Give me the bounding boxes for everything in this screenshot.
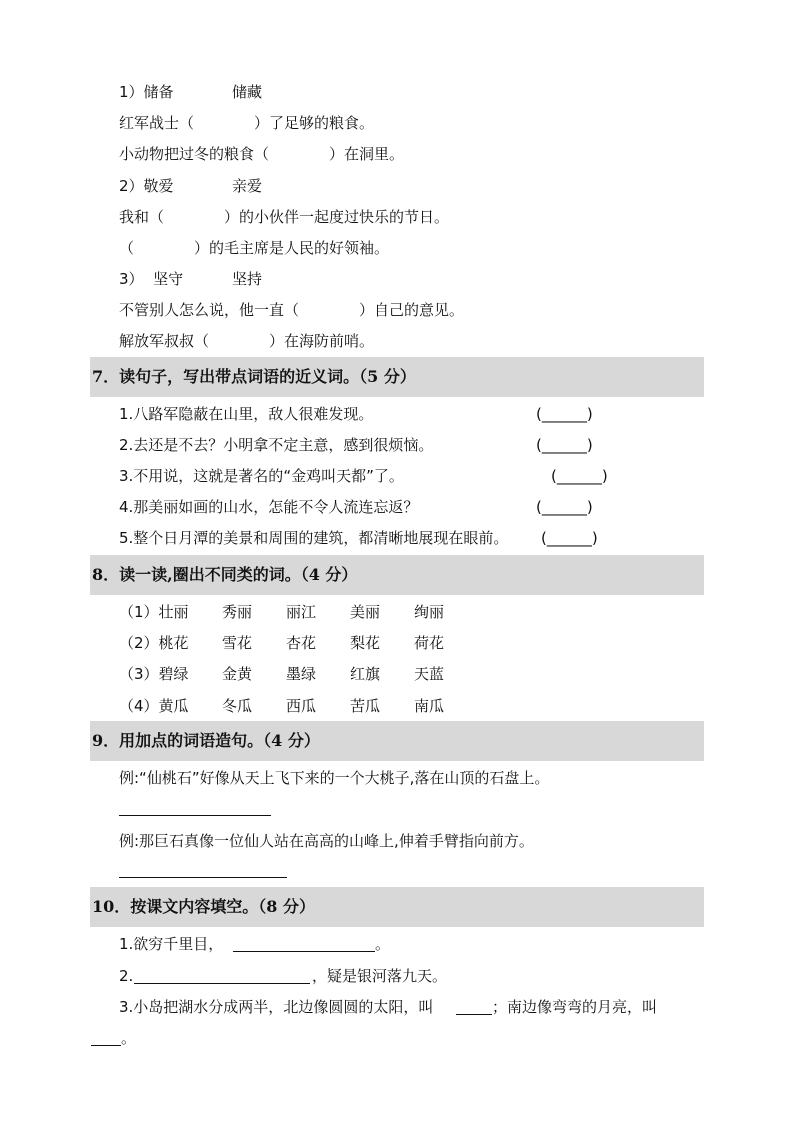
q8-row1-word4[interactable]: 美丽 (350, 603, 381, 621)
q7-answer-5[interactable]: (______) (541, 529, 598, 547)
q8-row2-word5[interactable]: 荷花 (414, 634, 445, 652)
q10-blank-1[interactable] (233, 951, 375, 952)
q10-blank-4[interactable] (91, 1045, 121, 1046)
group3-sentence-1: 不管别人怎么说，他一直（ ）自己的意见。 (119, 301, 465, 319)
q9-answer-line-1[interactable] (119, 815, 271, 816)
q8-row2-word1[interactable]: （2）桃花 (119, 634, 189, 652)
q7-item-2: 2.去还是不去？小明拿不定主意，感到很烦恼。 (119, 436, 434, 454)
group3-sentence-2: 解放军叔叔（ ）在海防前哨。 (119, 332, 375, 350)
q9-example-1: 例:“仙桃石”好像从天上飞下来的一个大桃子,落在山顶的石盘上。 (119, 769, 550, 787)
group1-option-a: 1）储备 (119, 83, 174, 101)
q9-example-2: 例:那巨石真像一位仙人站在高高的山峰上,伸着手臂指向前方。 (119, 832, 534, 850)
group1-sentence-1: 红军战士（ ）了足够的粮食。 (119, 114, 375, 132)
q10-line2-start: 2. (119, 967, 134, 985)
q10-title: 10．按课文内容填空。（8 分） (92, 897, 315, 916)
group3-option-a: 3） 坚守 (119, 270, 184, 288)
q8-row4-word4[interactable]: 苦瓜 (350, 697, 381, 715)
q8-row3-word1[interactable]: （3）碧绿 (119, 665, 189, 683)
group2-option-b: 亲爱 (232, 177, 263, 195)
q10-blank-3[interactable] (456, 1014, 492, 1015)
q10-line2-end: ，疑是银河落九天。 (312, 967, 448, 985)
q7-answer-4[interactable]: (______) (536, 498, 593, 516)
q7-answer-2[interactable]: (______) (536, 436, 593, 454)
q10-line1-end: 。 (375, 935, 391, 953)
q8-row2-word3[interactable]: 杏花 (286, 634, 317, 652)
q10-line3-mid: ；南边像弯弯的月亮，叫 (492, 998, 658, 1016)
q8-row4-word2[interactable]: 冬瓜 (222, 697, 253, 715)
q10-blank-2[interactable] (134, 983, 310, 984)
q8-row3-word3[interactable]: 墨绿 (286, 665, 317, 683)
q8-row3-word2[interactable]: 金黄 (222, 665, 253, 683)
q8-row4-word5[interactable]: 南瓜 (414, 697, 445, 715)
q7-item-4: 4.那美丽如画的山水，怎能不令人流连忘返？ (119, 498, 419, 516)
group1-option-b: 储藏 (232, 83, 263, 101)
q8-row3-word5[interactable]: 天蓝 (414, 665, 445, 683)
q7-title: 7．读句子，写出带点词语的近义词。（5 分） (92, 367, 416, 386)
q8-row1-word1[interactable]: （1）壮丽 (119, 603, 189, 621)
q8-row2-word2[interactable]: 雪花 (222, 634, 253, 652)
q7-answer-3[interactable]: (______) (551, 467, 608, 485)
q8-row1-word3[interactable]: 丽江 (286, 603, 317, 621)
q8-row2-word4[interactable]: 梨花 (350, 634, 381, 652)
group3-option-b: 坚持 (232, 270, 263, 288)
q8-row3-word4[interactable]: 红旗 (350, 665, 381, 683)
group1-sentence-2: 小动物把过冬的粮食（ ）在洞里。 (119, 145, 405, 163)
q7-item-5: 5.整个日月潭的美景和周围的建筑，都清晰地展现在眼前。 (119, 529, 509, 547)
q8-row1-word5[interactable]: 绚丽 (414, 603, 445, 621)
q8-title: 8．读一读,圈出不同类的词。（4 分） (92, 565, 358, 584)
q7-answer-1[interactable]: (______) (536, 405, 593, 423)
q8-row1-word2[interactable]: 秀丽 (222, 603, 253, 621)
q7-item-3: 3.不用说，这就是著名的“金鸡叫天都”了。 (119, 467, 404, 485)
q8-row4-word3[interactable]: 西瓜 (286, 697, 317, 715)
group2-sentence-2: （ ）的毛主席是人民的好领袖。 (119, 239, 390, 257)
q7-item-1: 1.八路军隐蔽在山里，敌人很难发现。 (119, 405, 374, 423)
q10-line1-start: 1.欲穷千里目， (119, 935, 224, 953)
q10-line4-end: 。 (121, 1029, 137, 1047)
group2-sentence-1: 我和（ ）的小伙伴一起度过快乐的节日。 (119, 208, 450, 226)
q9-title: 9．用加点的词语造句。（4 分） (92, 731, 320, 750)
group2-option-a: 2）敬爱 (119, 177, 174, 195)
q9-answer-line-2[interactable] (119, 877, 287, 878)
q8-row4-word1[interactable]: （4）黄瓜 (119, 697, 189, 715)
q10-line3-start: 3.小岛把湖水分成两半，北边像圆圆的太阳，叫 (119, 998, 434, 1016)
